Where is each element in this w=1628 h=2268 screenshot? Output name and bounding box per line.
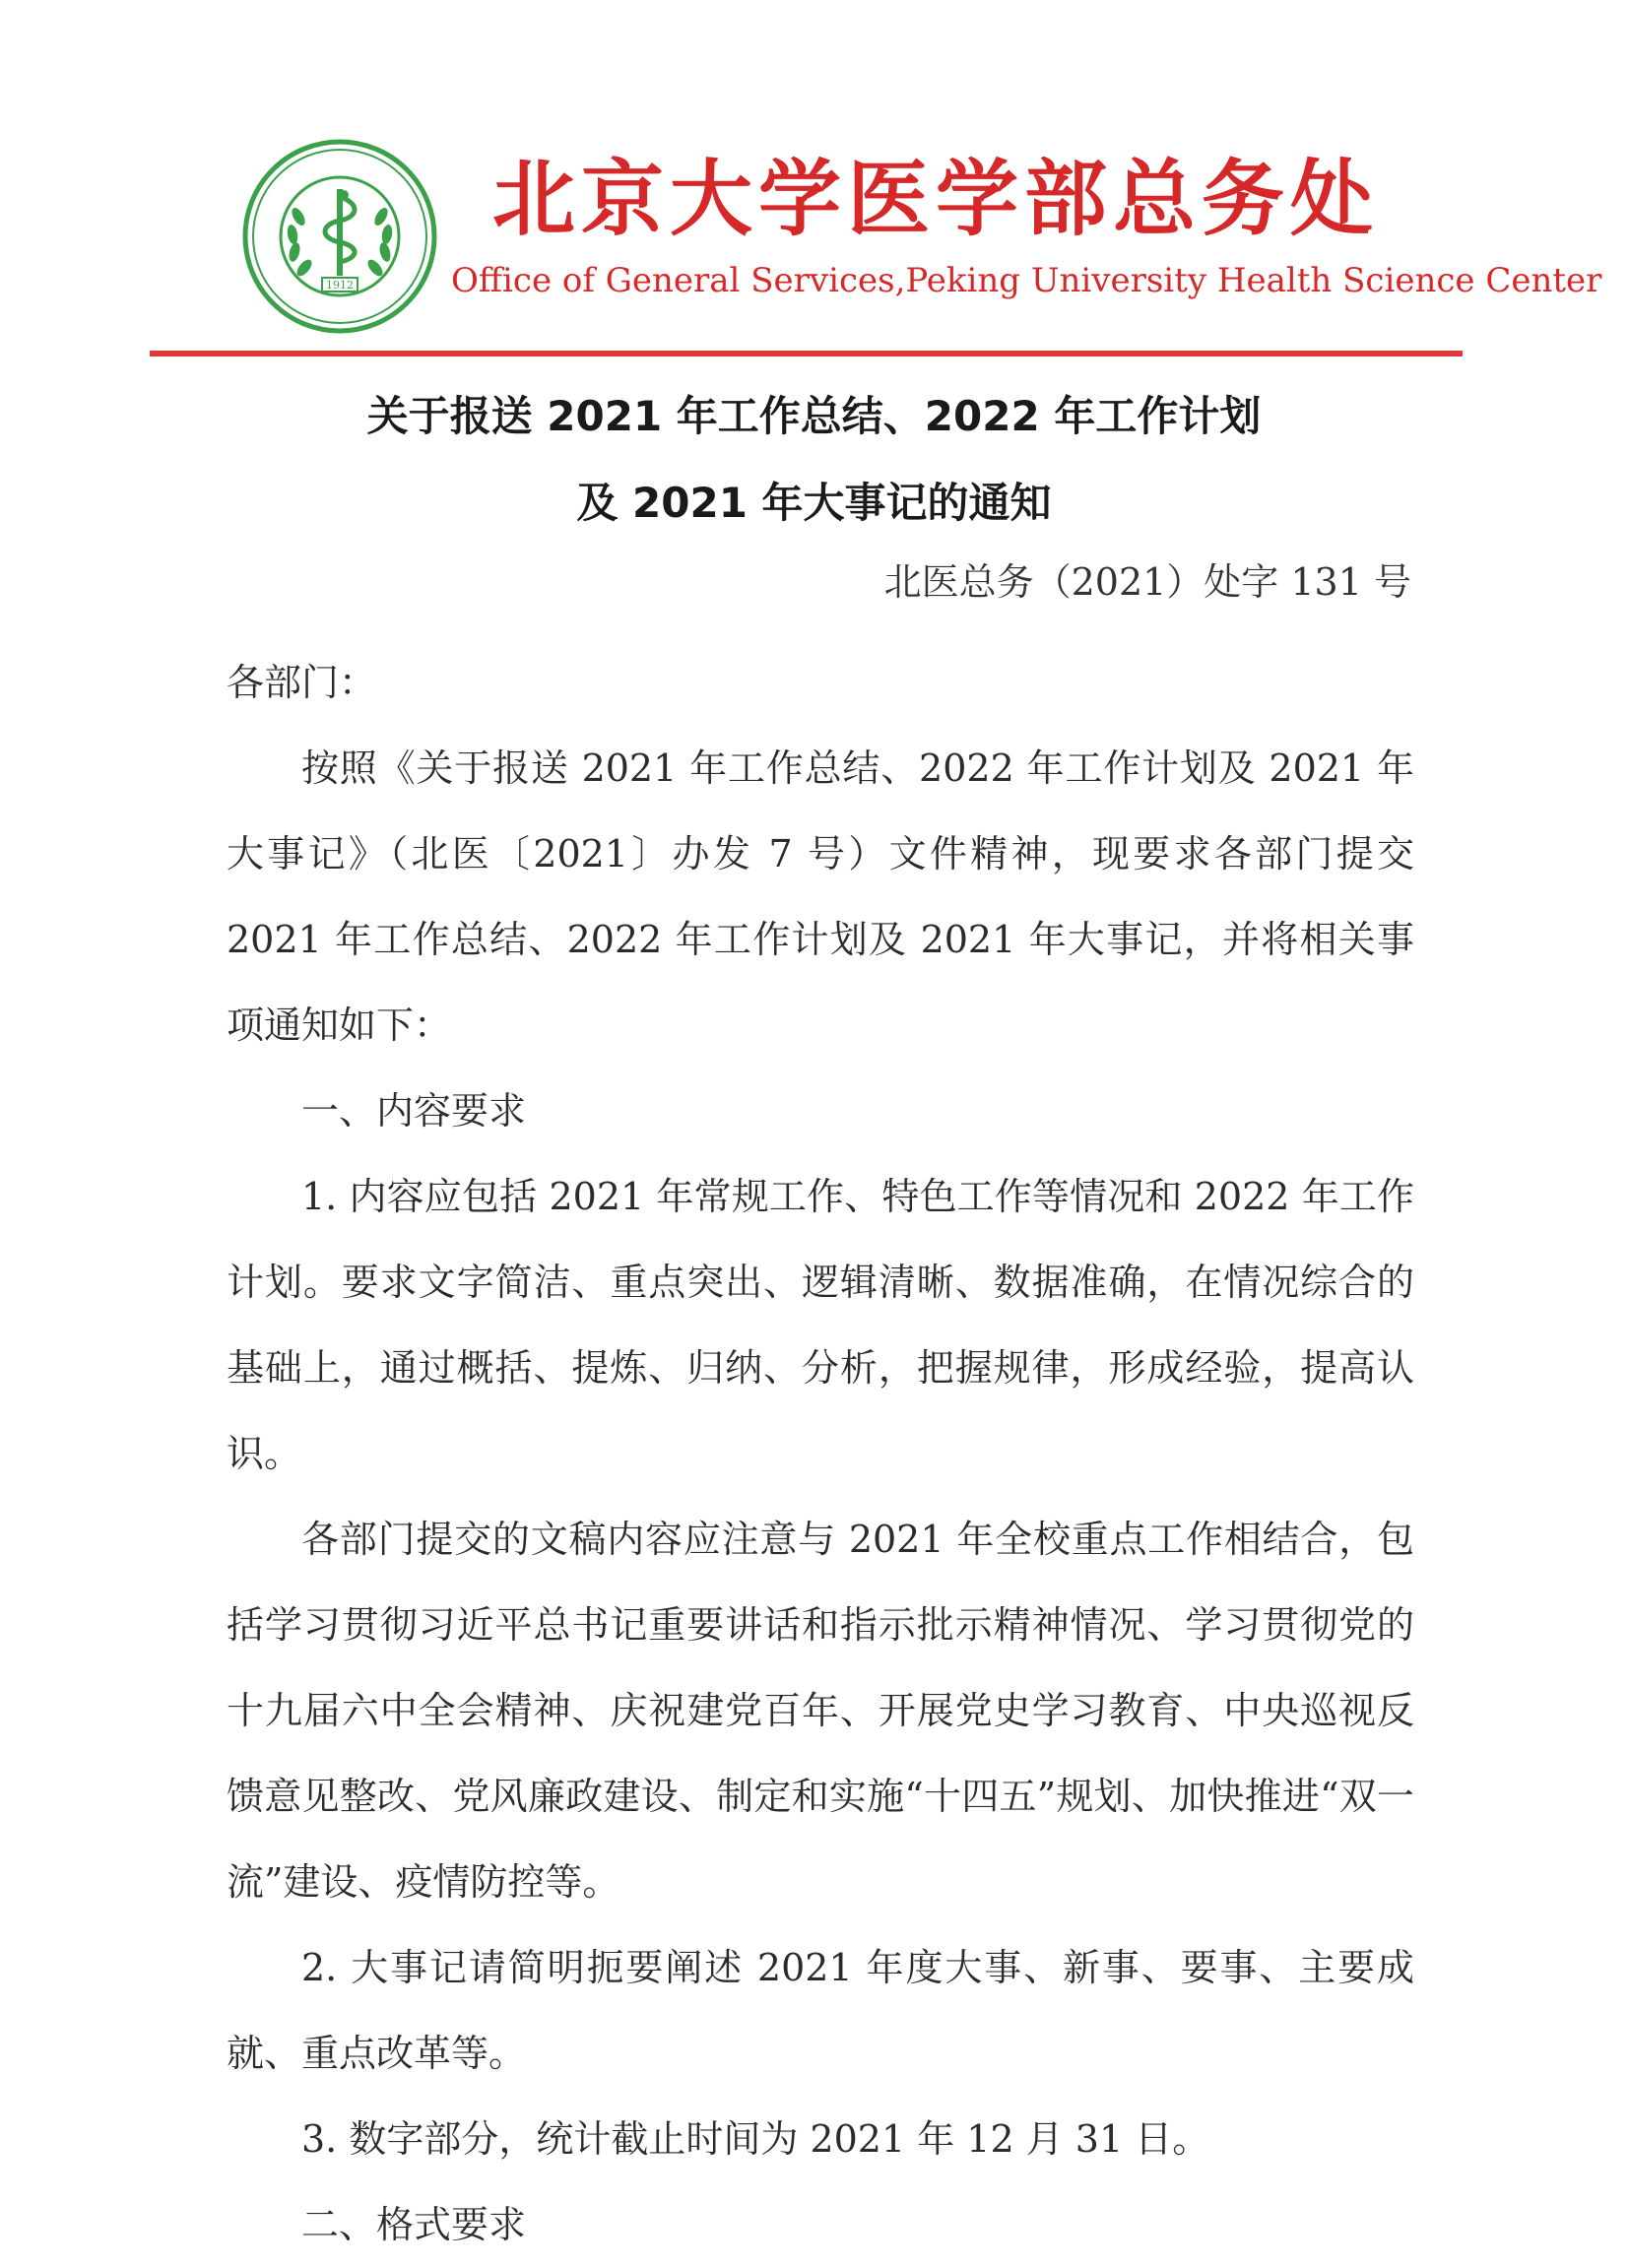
org-name-cn: 北京大学医学部总务处	[492, 150, 1380, 247]
document-body	[227, 640, 1414, 2268]
document-title-line-1: 关于报送 2021 年工作总结、2022 年工作计划	[366, 392, 1262, 440]
salutation: 各部门：	[227, 661, 377, 704]
pkuhsc-seal-icon	[241, 138, 438, 335]
section-heading-format: 二、格式要求	[301, 2203, 527, 2246]
paragraph-intro: 按照《关于报送 2021 年工作总结、2022 年工作计划及 2021 年大事记》（北医〔2021〕办发 7 号）文件精神，现要求各部门提交 2021 年工作总结、2022 年工作计划及 2021 年大事记，并将相关事项通知如下：	[227, 746, 1414, 1047]
paragraph-item-1: 1. 内容应包括 2021 年常规工作、特色工作等情况和 2022 年工作计划。要求文字简洁、重点突出、逻辑清晰、数据准确，在情况综合的基础上，通过概括、提炼、归纳、分析，把握规律，形成经验，提高认识。	[227, 1175, 1414, 1475]
letterhead-divider	[150, 351, 1463, 356]
org-name-en: Office of General Services,Peking University Health Science Center	[451, 261, 1602, 300]
letterhead	[0, 0, 1628, 364]
paragraph-key-work: 各部门提交的文稿内容应注意与 2021 年全校重点工作相结合，包括学习贯彻习近平总书记重要讲话和指示批示精神情况、学习贯彻党的十九届六中全会精神、庆祝建党百年、开展党史学习教育、中央巡视反馈意见整改、党风廉政建设、制定和实施“十四五”规划、加快推进“双一流”建设、疫情防控等。	[227, 1518, 1414, 1904]
document-number: 北医总务（2021）处字 131 号	[883, 560, 1411, 604]
document-title-line-2: 及 2021 年大事记的通知	[576, 479, 1052, 527]
paragraph-item-3: 3. 数字部分，统计截止时间为 2021 年 12 月 31 日。	[301, 2117, 1210, 2161]
paragraph-item-2: 2. 大事记请简明扼要阐述 2021 年度大事、新事、要事、主要成就、重点改革等。	[227, 1946, 1414, 2075]
section-heading-content: 一、内容要求	[301, 1089, 527, 1133]
seal-year-text: 1912	[326, 279, 354, 292]
